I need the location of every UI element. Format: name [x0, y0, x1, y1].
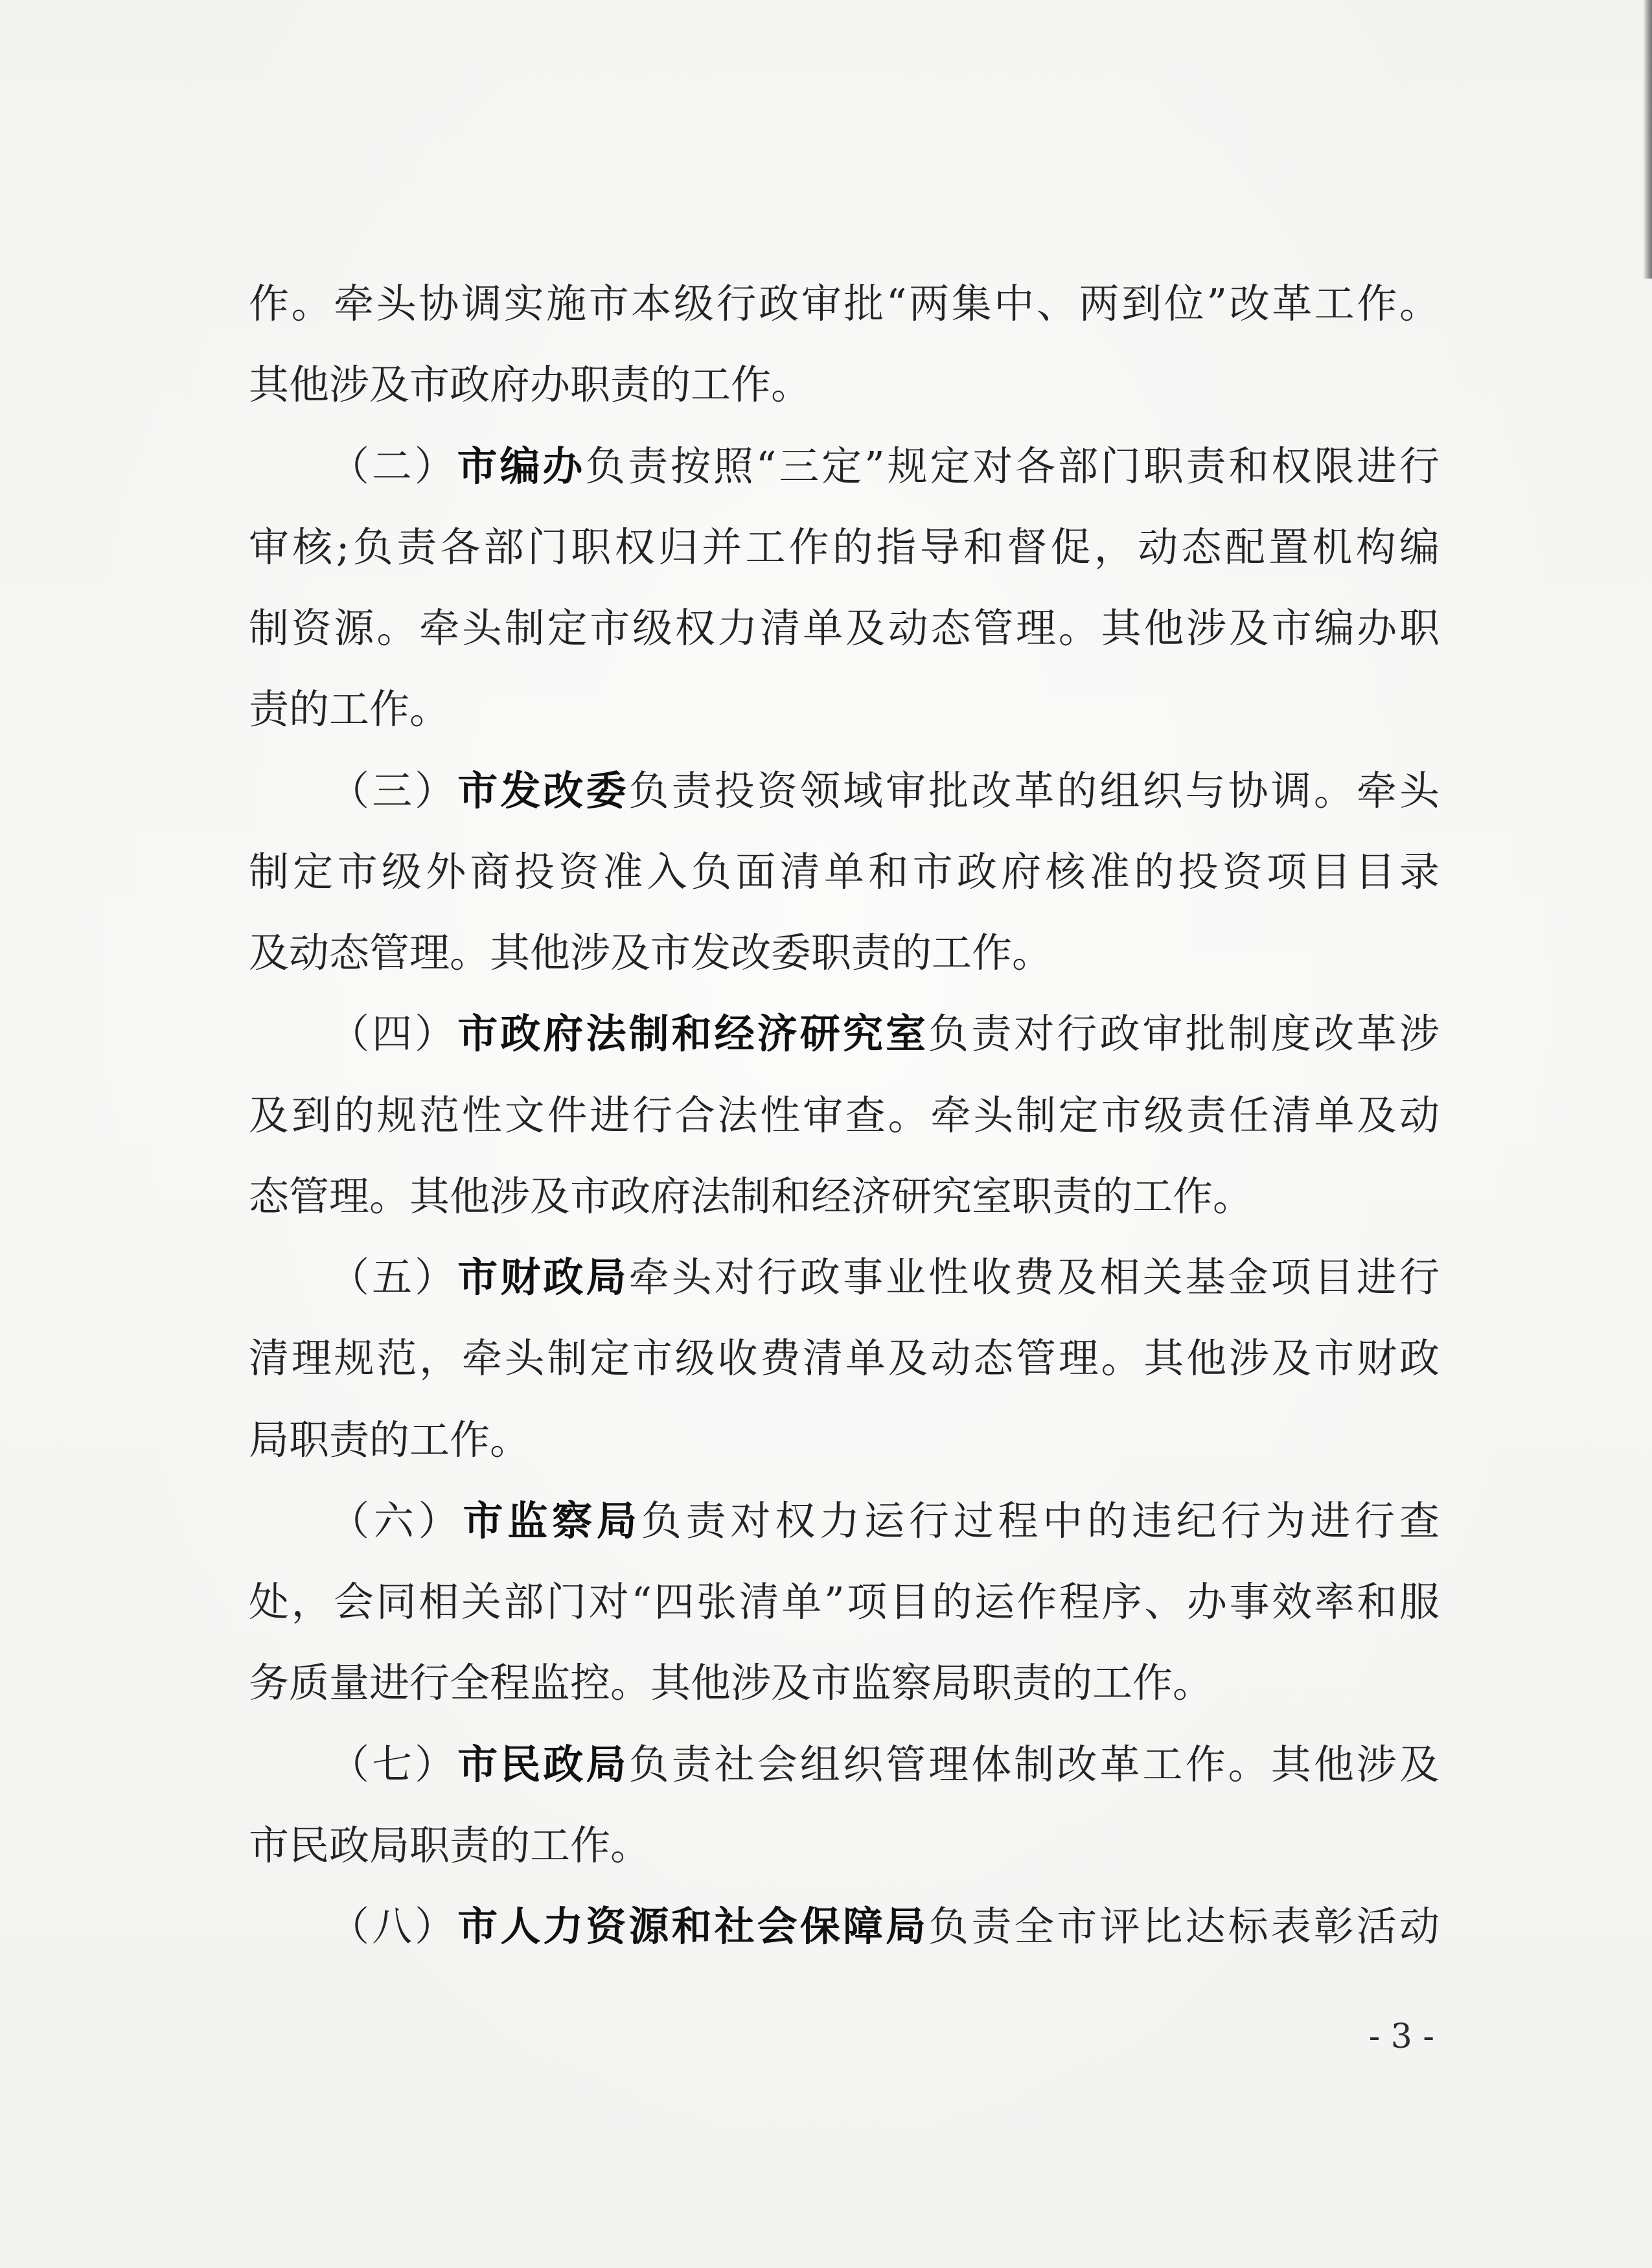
paragraph-4-line-1: [249, 993, 1440, 1074]
paragraph-4-line-2: [249, 1075, 1440, 1156]
paragraph-7-line-2: [249, 1805, 1440, 1886]
page-number: - 3 -: [1368, 2017, 1434, 2056]
paragraph-text: 及到的规范性文件进行合法性审查。牵头制定市级责任清单及动: [249, 1091, 1440, 1139]
paragraph-5-line-2: [249, 1318, 1440, 1399]
department-name: 市财政局: [457, 1254, 629, 1301]
paragraph-text: 牵头对行政事业性收费及相关基金项目进行: [628, 1254, 1440, 1301]
paragraph-4-line-3: [249, 1156, 1440, 1237]
paragraph-text: 制定市级外商投资准入负面清单和市政府核准的投资项目目录: [249, 847, 1440, 895]
paragraph-2-line-2: [249, 507, 1440, 588]
paragraph-text: 务质量进行全程监控。其他涉及市监察局职责的工作。: [249, 1659, 1213, 1707]
paragraph-1-line-2: [249, 344, 1440, 425]
department-name: 市监察局: [463, 1496, 641, 1544]
paragraph-text: 负责全市评比达标表彰活动: [928, 1903, 1440, 1950]
item-label: （五）: [329, 1254, 458, 1301]
scan-edge-shadow: [1643, 0, 1652, 279]
paragraph-text: 局职责的工作。: [249, 1415, 531, 1463]
paragraph-2-line-4: [249, 669, 1440, 750]
paragraph-6-line-2: [249, 1561, 1440, 1642]
paragraph-text: 及动态管理。其他涉及市发改委职责的工作。: [249, 929, 1053, 976]
paragraph-2-line-1: [249, 426, 1440, 507]
paragraph-text: 审核;负责各部门职权归并工作的指导和督促，动态配置机构编: [249, 523, 1440, 571]
paragraph-text: 制资源。牵头制定市级权力清单及动态管理。其他涉及市编办职: [249, 604, 1440, 652]
item-label: （四）: [329, 1010, 458, 1058]
department-name: 市政府法制和经济研究室: [457, 1010, 929, 1058]
paragraph-text: 负责按照“三定”规定对各部门职责和权限进行: [585, 442, 1440, 490]
paragraph-text: 负责对权力运行过程中的违纪行为进行查: [641, 1496, 1440, 1544]
paragraph-1-line-1: [249, 263, 1440, 344]
paragraph-6-line-1: [249, 1480, 1440, 1561]
paragraph-3-line-1: [249, 750, 1440, 831]
paragraph-text: 作。牵头协调实施市本级行政审批“两集中、两到位”改革工作。: [249, 280, 1440, 327]
paragraph-text: 责的工作。: [249, 685, 450, 733]
paragraph-3-line-3: [249, 912, 1440, 993]
paragraph-text: 负责社会组织管理体制改革工作。其他涉及: [628, 1740, 1440, 1788]
paragraph-3-line-2: [249, 831, 1440, 912]
department-name: 市人力资源和社会保障局: [457, 1903, 929, 1950]
paragraph-5-line-3: [249, 1399, 1440, 1480]
item-label: （六）: [329, 1496, 463, 1544]
paragraph-text: 清理规范，牵头制定市级收费清单及动态管理。其他涉及市财政: [249, 1334, 1440, 1382]
item-label: （二）: [329, 442, 457, 490]
item-label: （三）: [329, 766, 458, 814]
paragraph-text: 负责投资领域审批改革的组织与协调。牵头: [628, 766, 1440, 814]
paragraph-5-line-1: [249, 1237, 1440, 1318]
paragraph-6-line-3: [249, 1642, 1440, 1723]
department-name: 市发改委: [457, 766, 629, 814]
paragraph-8-line-1: [249, 1886, 1440, 1967]
paragraph-7-line-1: [249, 1724, 1440, 1805]
document-body: [249, 263, 1440, 1967]
paragraph-text: 处，会同相关部门对“四张清单”项目的运作程序、办事效率和服: [249, 1578, 1440, 1625]
department-name: 市编办: [457, 442, 586, 490]
paragraph-text: 态管理。其他涉及市政府法制和经济研究室职责的工作。: [249, 1172, 1254, 1220]
paragraph-2-line-3: [249, 588, 1440, 669]
item-label: （七）: [329, 1740, 458, 1788]
paragraph-text: 市民政局职责的工作。: [249, 1821, 651, 1869]
paragraph-text: 其他涉及市政府办职责的工作。: [249, 361, 812, 409]
item-label: （八）: [329, 1903, 458, 1950]
department-name: 市民政局: [457, 1740, 629, 1788]
paragraph-text: 负责对行政审批制度改革涉: [928, 1010, 1440, 1058]
